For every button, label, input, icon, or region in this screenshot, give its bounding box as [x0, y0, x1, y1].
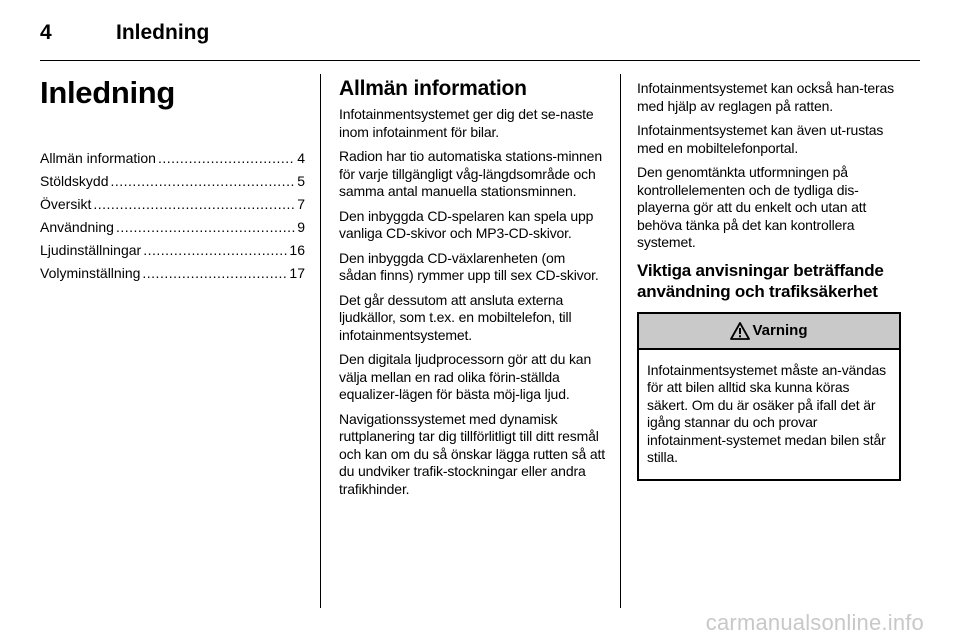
- subsection-title: Viktiga anvisningar beträffande användning och trafiksäkerhet: [637, 260, 884, 301]
- toc-item-label: Översikt: [40, 196, 92, 212]
- body-paragraph: Det går dessutom att ansluta externa ljudkällor, som t.ex. en mobiltelefon, till infotainmentsystemet.: [339, 291, 572, 343]
- warning-header: [639, 314, 899, 350]
- column-divider-right: [620, 74, 621, 608]
- toc-item-page: 4: [297, 150, 305, 166]
- table-of-contents: [40, 148, 305, 283]
- toc-item-label: Stöldskydd: [40, 173, 109, 189]
- toc-item-page: 9: [297, 219, 305, 235]
- warning-text: Infotainmentsystemet måste an-vändas för att bilen alltid ska kunna köras säkert. Om du är osäker på ifall det är igång stannar du och provar infotainment-systemet medan bilen står stilla.: [647, 361, 886, 465]
- toc-leader-dots: [93, 194, 295, 214]
- toc-item-label: Ljudinställningar: [40, 242, 142, 258]
- body-paragraph: Navigationssystemet med dynamisk ruttplanering tar dig tillförlitligt till ditt resmål och kan om du så önskar lägga rutten så att du undviker trafik-stockningar eller andra trafikhinder.: [339, 410, 605, 497]
- chapter-title: Inledning: [40, 75, 176, 110]
- toc-item-label: Allmän information: [40, 150, 156, 166]
- body-paragraph: Infotainmentsystemet kan också han-teras med hjälp av reglagen på ratten.: [637, 80, 895, 114]
- warning-box: [637, 312, 901, 481]
- toc-item[interactable]: [40, 217, 305, 237]
- body-paragraph: Infotainmentsystemet ger dig det se-naste inom infotainment för bilar.: [339, 106, 594, 140]
- body-paragraph: Den inbyggda CD-spelaren kan spela upp vanliga CD-skivor och MP3-CD-skivor.: [339, 207, 594, 241]
- toc-item-label: Volyminställning: [40, 265, 141, 281]
- body-paragraph: Den genomtänkta utformningen på kontrollelementen och de tydliga dis-playerna gör att du enkelt och utan att behöva tänka på det kan kontrollera systemet.: [637, 164, 867, 250]
- toc-leader-dots: [110, 171, 295, 191]
- column-divider-left: [320, 74, 321, 608]
- body-column-middle: [339, 76, 605, 505]
- page-number: 4: [40, 21, 52, 44]
- body-paragraph: Radion har tio automatiska stations-minnen för varje tillgängligt våg-längdsområde och samma antal manuella stationsminnen.: [339, 148, 602, 199]
- toc-item[interactable]: [40, 263, 305, 283]
- section-title: Allmän information: [339, 77, 527, 100]
- toc-leader-dots: [143, 240, 287, 260]
- toc-item[interactable]: [40, 240, 305, 260]
- toc-item-page: 5: [297, 173, 305, 189]
- body-column-right: [637, 80, 903, 481]
- watermark: carmanualsonline.info: [705, 610, 924, 635]
- toc-item-page: 16: [289, 242, 305, 258]
- warning-label: Varning: [752, 322, 808, 339]
- toc-item[interactable]: [40, 171, 305, 191]
- page-header: [40, 18, 209, 48]
- warning-triangle-icon: [730, 322, 750, 340]
- body-paragraph: Den digitala ljudprocessorn gör att du kan välja mellan en rad olika förin-ställda equalizer-lägen för bästa möj-liga ljud.: [339, 351, 592, 402]
- toc-item[interactable]: [40, 148, 305, 168]
- toc-item-page: 17: [289, 265, 305, 281]
- toc-column: [40, 74, 305, 286]
- toc-leader-dots: [142, 263, 287, 283]
- body-paragraph: Den inbyggda CD-växlarenheten (om sådan finns) rymmer upp till sex CD-skivor.: [339, 249, 599, 283]
- body-paragraph: Infotainmentsystemet kan även ut-rustas med en mobiltelefonportal.: [637, 122, 884, 156]
- toc-item-label: Användning: [40, 219, 114, 235]
- toc-item-page: 7: [297, 196, 305, 212]
- header-rule: [40, 60, 920, 61]
- running-title: Inledning: [116, 21, 210, 44]
- toc-leader-dots: [116, 217, 295, 237]
- toc-item[interactable]: [40, 194, 305, 214]
- toc-leader-dots: [158, 148, 295, 168]
